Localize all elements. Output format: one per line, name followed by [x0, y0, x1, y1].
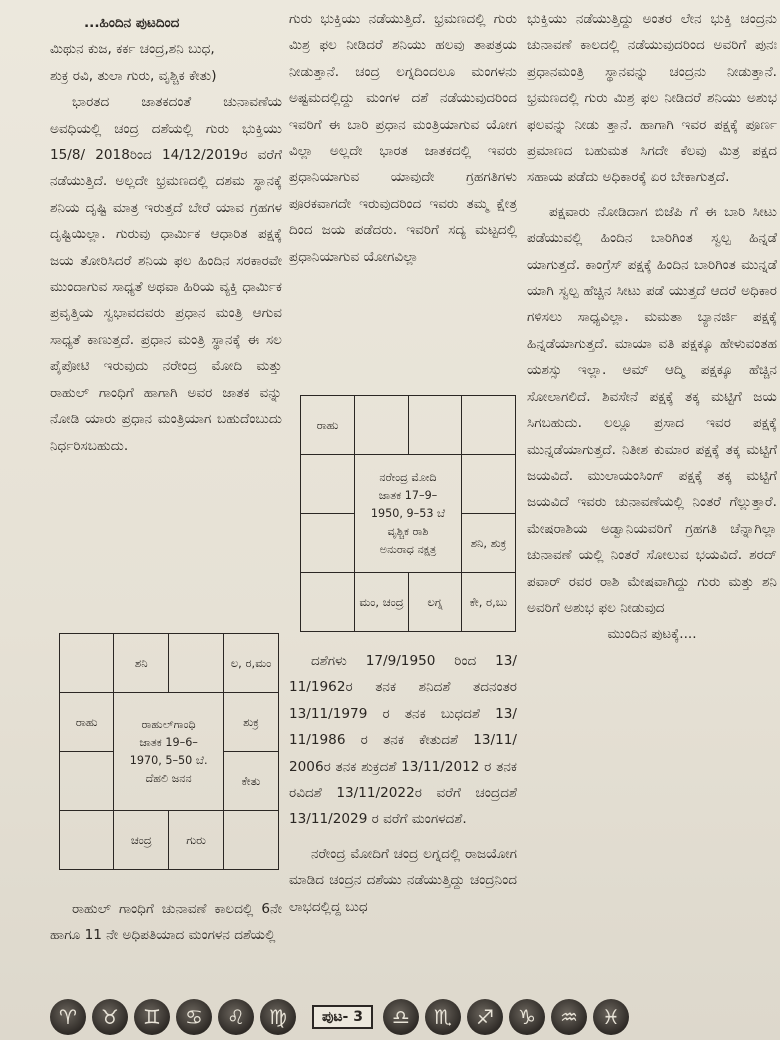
chart2-cell [355, 396, 409, 455]
chart1-cell [60, 811, 114, 870]
chart1-cell [60, 634, 114, 693]
chart2-cell [462, 455, 516, 514]
chart1-cell: ರಾಹು [60, 693, 114, 752]
chart1-cell: ಶುಕ್ರ [223, 693, 278, 752]
col1-line2: ಶುಕ್ರ ರವಿ, ತುಲಾ ಗುರು, ವೃಶ್ಚಿಕ ಕೇತು) [50, 67, 217, 84]
chart2-cell: ಮಂ, ಚಂದ್ರ [355, 573, 409, 632]
page-number: ಪುಟ- 3 [312, 1005, 373, 1029]
chart2-center-line3: 1950, 9–53 ಬೆ [370, 506, 446, 520]
chart2-cell: ಲಗ್ನ [408, 573, 461, 632]
chart2-cell: ರಾಹು [301, 396, 355, 455]
column-2-bottom [289, 648, 517, 920]
col2-paragraph-2: ದಶೆಗಳು 17/9/1950 ರಿಂದ 13/ 11/1962ರ ತನಕ ಶನಿದಶೆ ತದನಂತರ 13/11/1979 ರ ತನಕ ಬುಧದಶೆ 13/ 11/1986 ರ ತನಕ ಕೇತುದಶೆ 13/11/ 2006ರ ತನಕ ಶುಕ್ರದಶೆ 13/11/2012 ರ ತನಕ ರವಿದಶೆ 13/11/2022ರ ವರೆಗೆ ಚಂದ್ರದಶೆ 13/11/2029 ರ ವರೆಗೆ ಮಂಗಳದಶೆ. [289, 653, 517, 828]
aries-icon: ♈ [50, 999, 86, 1035]
chart2-cell [301, 573, 355, 632]
chart1-center [114, 693, 224, 811]
column-1-bottom [50, 896, 282, 949]
chart1-center-line3: 1970, 5–50 ಬೆ. [129, 753, 208, 767]
capricorn-icon: ♑ [509, 999, 545, 1035]
col1-line1: ಮಿಥುನ ಕುಜ, ಕರ್ಕ ಚಂದ್ರ,ಶನಿ ಬುಧ, [50, 41, 215, 58]
cancer-icon: ♋ [176, 999, 212, 1035]
aquarius-icon: ♒ [551, 999, 587, 1035]
chart1-cell: ಶನಿ [114, 634, 169, 693]
continued-heading: ...ಹಿಂದಿನ ಪುಟದಿಂದ [84, 15, 180, 31]
chart2-cell: ಶನಿ, ಶುಕ್ರ [462, 514, 516, 573]
col2-paragraph-3: ನರೇಂದ್ರ ಮೋದಿಗೆ ಚಂದ್ರ ಲಗ್ನದಲ್ಲಿ ರಾಜಯೋಗ ಮಾಡಿದ ಚಂದ್ರನ ದಶೆಯು ನಡೆಯುತ್ತಿದ್ದು ಚಂದ್ರನಿಂದ ಲಾಭದಲ್ಲಿದ್ದ ಬುಧ [289, 845, 517, 915]
chart2-center-line2: ಜಾತಕ 17–9– [378, 488, 438, 502]
column-2 [289, 6, 517, 270]
chart2-cell [301, 455, 355, 514]
col3-paragraph-2: ಪಕ್ಷವಾರು ನೋಡಿದಾಗ ಬಿಜೆಪಿ ಗೆ ಈ ಬಾರಿ ಸೀಟು ಪಡೆಯುವಲ್ಲಿ ಹಿಂದಿನ ಬಾರಿಗಿಂತ ಸ್ವಲ್ಪ ಹಿನ್ನಡೆ ಯಾಗುತ್ತದೆ. ಕಾಂಗ್ರೆಸ್ ಪಕ್ಷಕ್ಕೆ ಹಿಂದಿನ ಬಾರಿಗಿಂತ ಮುನ್ನಡೆ ಯಾಗಿ ಸ್ವಲ್ಪ ಹೆಚ್ಚಿನ ಸೀಟು ಪಡೆ ಯುತ್ತದೆ ಆದರೆ ಅಧಿಕಾರ ಗಳಿಸಲು ಸಾಧ್ಯವಿಲ್ಲಾ. ಮಮತಾ ಬ್ಯಾನರ್ಜಿ ಪಕ್ಷಕ್ಕೆ ಹಿನ್ನಡೆಯಾಗುತ್ತದೆ. ಮಾಯಾ ವತಿ ಪಕ್ಷಕ್ಕೂ ಹೇಳುವಂತಹ ಯಶಸ್ಸು ಇಲ್ಲಾ. ಆಮ್ ಆದ್ಮಿ ಪಕ್ಷಕ್ಕೂ ಹೆಚ್ಚಿನ ಸೋಲಾಗಲಿದೆ. ಶಿವಸೇನೆ ಪಕ್ಷಕ್ಕೆ ತಕ್ಕ ಮಟ್ಟಿಗೆ ಜಯ ಸಿಗಬಹುದು. ಲಲ್ಲೂ ಪ್ರಸಾದ ಇವರ ಪಕ್ಷಕ್ಕೆ ಮುನ್ನಡೆಯಾಗುತ್ತದೆ. ನಿತೀಶ ಕುಮಾರ ಪಕ್ಷಕ್ಕೆ ತಕ್ಕ ಮಟ್ಟಿಗೆ ಜಯವಿದೆ. ಮುಲಾಯಂಸಿಂಗ್ ಪಕ್ಷಕ್ಕೆ ತಕ್ಕ ಮಟ್ಟಿಗೆ ಜಯವಿದೆ ಇವರು ಚುನಾವಣೆಯಲ್ಲಿ ನಿಂತರೆ ಗೆಲ್ಲುತ್ತಾರೆ. ಮೇಷರಾಶಿಯ ಅಡ್ವಾನಿಯವರಿಗೆ ಗ್ರಹಗತಿ ಚೆನ್ನಾಗಿಲ್ಲಾ ಚುನಾವಣೆ ಯಲ್ಲಿ ನಿಂತರೆ ಸೋಲುವ ಭಯವಿದೆ. ಶರದ್ ಪವಾರ್ ರವರ ರಾಶಿ ಮೇಷವಾಗಿದ್ದು ಗುರು ಮತ್ತು ಶನಿ ಅವರಿಗೆ ಅಶುಭ ಫಲ ನೀಡುವುದ [527, 203, 777, 616]
chart2-cell [462, 396, 516, 455]
rahul-gandhi-horoscope-chart [59, 633, 279, 870]
chart2-cell: ಕೇ, ರ,ಬು [462, 573, 516, 632]
gemini-icon: ♊ [134, 999, 170, 1035]
pisces-icon: ♓ [593, 999, 629, 1035]
chart1-center-line4: ದೆಹಲಿ ಜನನ [145, 771, 192, 785]
narendra-modi-horoscope-chart [300, 395, 516, 632]
column-3 [527, 6, 777, 648]
chart2-cell [408, 396, 461, 455]
taurus-icon: ♉ [92, 999, 128, 1035]
chart1-cell: ಲ, ರ,ಮಂ [223, 634, 278, 693]
libra-icon: ♎ [383, 999, 419, 1035]
chart1-cell: ಗುರು [169, 811, 224, 870]
col1-paragraph-2: ರಾಹುಲ್ ಗಾಂಧಿಗೆ ಚುನಾವಣೆ ಕಾಲದಲ್ಲಿ 6ನೇ ಹಾಗೂ 11 ನೇ ಅಧಿಪತಿಯಾದ ಮಂಗಳನ ದಶೆಯಲ್ಲಿ [50, 901, 282, 944]
chart1-cell [169, 634, 224, 693]
chart1-cell [223, 811, 278, 870]
chart2-cell [301, 514, 355, 573]
leo-icon: ♌ [218, 999, 254, 1035]
chart2-center [355, 455, 462, 573]
chart2-center-line4: ವೃಶ್ಚಿಕ ರಾಶಿ [387, 524, 429, 538]
sagittarius-icon: ♐ [467, 999, 503, 1035]
chart2-center-name: ನರೇಂದ್ರ ಮೋದಿ [379, 470, 437, 484]
col3-paragraph-1: ಭುಕ್ತಿಯು ನಡೆಯುತ್ತಿದ್ದು ಅಂತರ ಲೇನ ಭುಕ್ತಿ ಚಂದ್ರನು ಚುನಾವಣೆ ಕಾಲದಲ್ಲಿ ನಡೆಯುವುದರಿಂದ ಅವರಿಗೆ ಪುನಃ ಪ್ರಧಾನಮಂತ್ರಿ ಸ್ಥಾನವನ್ನು ಚಂದ್ರನು ನೀಡುತ್ತಾನೆ. ಭ್ರಮಣದಲ್ಲಿ ಗುರು ಮಿಶ್ರ ಫಲ ನೀಡಿದರೆ ಶನಿಯು ಅಶುಭ ಫಲವನ್ನು ನೀಡು ತ್ತಾನೆ. ಹಾಗಾಗಿ ಇವರ ಪಕ್ಷಕ್ಕೆ ಪೂರ್ಣ ಪ್ರಮಾಣದ ಬಹುಮತ ಸಿಗದೇ ಕೆಲವು ಮಿತ್ರ ಪಕ್ಷದ ಸಹಾಯ ಪಡೆದು ಅಧಿಕಾರಕ್ಕೆ ಏರ ಬೇಕಾಗುತ್ತದೆ. [527, 11, 777, 186]
chart1-center-line2: ಜಾತಕ 19–6– [139, 735, 198, 749]
col1-paragraph-1: ಭಾರತದ ಜಾತಕದಂತೆ ಚುನಾವಣೆಯ ಅವಧಿಯಲ್ಲಿ ಚಂದ್ರ ದಶೆಯಲ್ಲಿ ಗುರು ಭುಕ್ತಿಯು 15/8/ 2018ರಿಂದ 14/12/2019ರ ವರೆಗೆ ನಡೆಯುತ್ತಿದೆ. ಅಲ್ಲದೇ ಭ್ರಮಣದಲ್ಲಿ ದಶಮ ಸ್ಥಾನಕ್ಕೆ ಶನಿಯ ದೃಷ್ಟಿ ಮಾತ್ರ ಇರುತ್ತದೆ ಬೇರೆ ಯಾವ ಗ್ರಹಗಳ ದೃಷ್ಟಿಯಿಲ್ಲಾ. ಗುರುವು ಧಾರ್ಮಿಕ ಆಧಾರಿತ ಪಕ್ಷಕ್ಕೆ ಜಯ ತೋರಿಸಿದರೆ ಶನಿಯ ಫಲ ಹಿಂದಿನ ಸರಕಾರವೇ ಮುಂದಾಗುವ ಸಾಧ್ಯತೆ ಅಥವಾ ಹಿರಿಯ ವ್ಯಕ್ತಿ ಧಾರ್ಮಿಕ ಪ್ರವೃತ್ತಿಯ ಸ್ವಭಾವದವರು ಪ್ರಧಾನ ಮಂತ್ರಿ ಆಗುವ ಸಾಧ್ಯತೆ ಕಾಣುತ್ತದೆ. ಪ್ರಧಾನ ಮಂತ್ರಿ ಸ್ಥಾನಕ್ಕೆ ಈ ಸಲ ಪೈಪೋಟಿ ಇರುವುದು ನರೇಂದ್ರ ಮೋದಿ ಮತ್ತು ರಾಹುಲ್ ಗಾಂಧಿಗೆ ಹಾಗಾಗಿ ಅವರ ಜಾತಕ ವನ್ನು ನೋಡಿ ಯಾರು ಪ್ರಧಾನ ಮಂತ್ರಿಯಾಗ ಬಹುದೆಂಬುದು ನಿರ್ಧರಿಸಬಹುದು. [50, 94, 282, 454]
zodiac-footer-strip [50, 995, 780, 1039]
chart2-center-line5: ಅನುರಾಧ ನಕ್ಷತ್ರ [379, 542, 437, 556]
column-1 [50, 10, 282, 459]
col2-paragraph-1: ಗುರು ಭುಕ್ತಿಯು ನಡೆಯುತ್ತಿದೆ. ಭ್ರಮಣದಲ್ಲಿ ಗುರು ಮಿಶ್ರ ಫಲ ನೀಡಿದರೆ ಶನಿಯು ಹಲವು ತಾಪತ್ರಯ ನೀಡುತ್ತಾನೆ. ಚಂದ್ರ ಲಗ್ನದಿಂದಲೂ ಮಂಗಳನು ಅಷ್ಟಮದಲ್ಲಿದ್ದು ಮಂಗಳ ದಶೆ ನಡೆಯುವುದರಿಂದ ಇವರಿಗೆ ಈ ಬಾರಿ ಪ್ರಧಾನ ಮಂತ್ರಿಯಾಗುವ ಯೋಗ ವಿಲ್ಲಾ ಅಲ್ಲದೇ ಭಾರತ ಜಾತಕದಲ್ಲಿ ಇವರು ಪ್ರಧಾನಿಯಾಗುವ ಯಾವುದೇ ಗ್ರಹಗತಿಗಳು ಪೂರಕವಾಗದೇ ಇರುವುದರಿಂದ ಇವರು ತಮ್ಮ ಕ್ಷೇತ್ರ ದಿಂದ ಜಯ ಪಡೆದರು. ಇವರಿಗೆ ಸದ್ಯ ಮಟ್ಟದಲ್ಲಿ ಪ್ರಧಾನಿಯಾಗುವ ಯೋಗವಿಲ್ಲಾ [289, 11, 517, 265]
virgo-icon: ♍ [260, 999, 296, 1035]
chart1-cell [60, 752, 114, 811]
chart1-center-name: ರಾಹುಲ್‌ಗಾಂಧಿ [141, 717, 196, 731]
scorpio-icon: ♏ [425, 999, 461, 1035]
continued-next-page: ಮುಂದಿನ ಪುಟಕ್ಕೆ.... [607, 626, 697, 643]
chart1-cell: ಚಂದ್ರ [114, 811, 169, 870]
chart1-cell: ಕೇತು [223, 752, 278, 811]
